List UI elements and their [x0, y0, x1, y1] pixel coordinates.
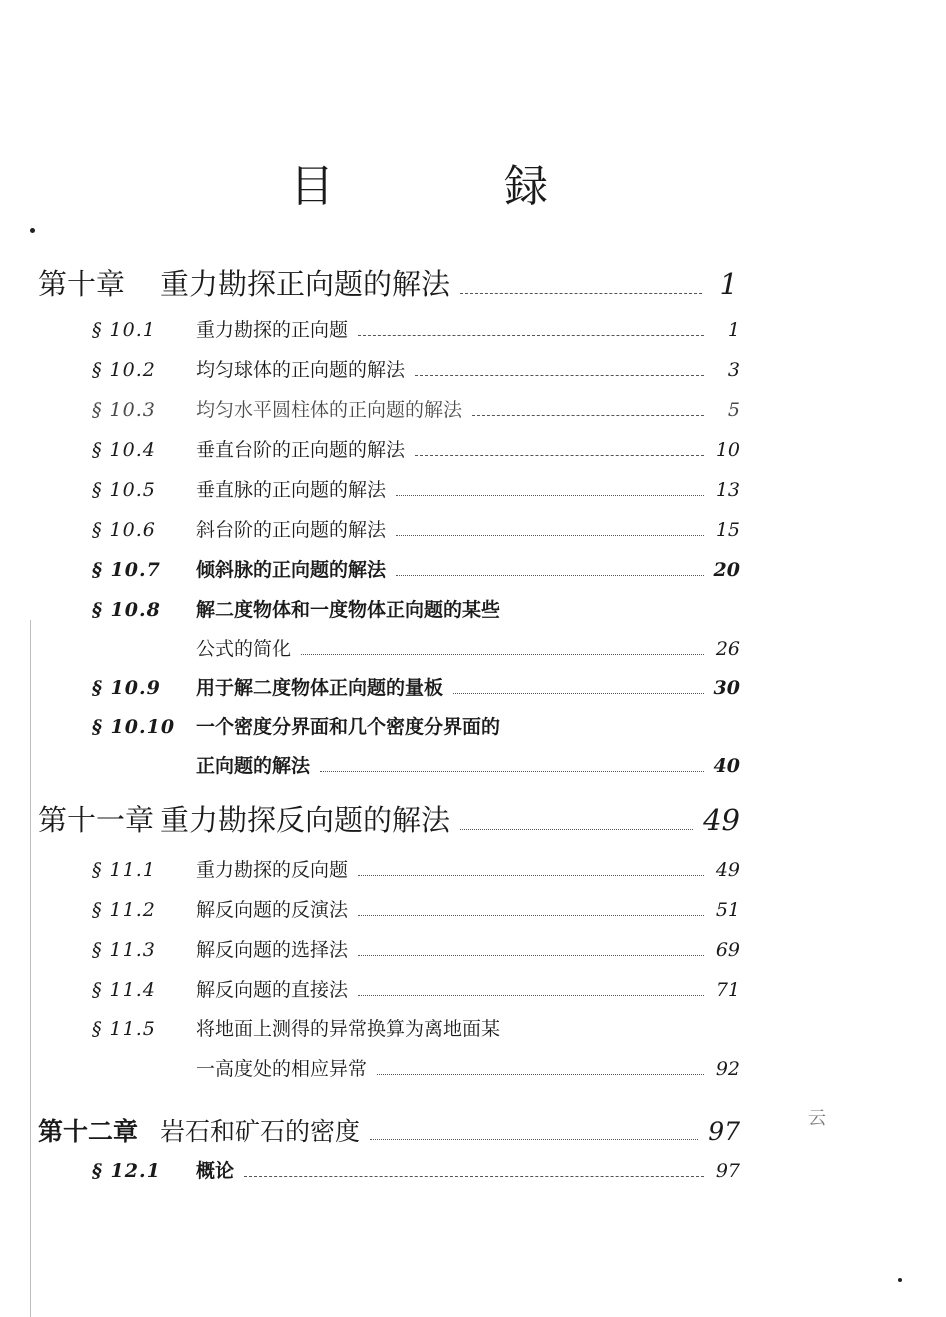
- section-title: 均匀球体的正向题的解法: [196, 359, 406, 381]
- chapter-title: 岩石和矿石的密度: [160, 1117, 361, 1146]
- section-title: 用于解二度物体正向题的量板: [196, 677, 444, 699]
- leader-dots: [460, 829, 693, 830]
- section-number: § 10.5: [92, 479, 156, 501]
- page-number: 1: [719, 267, 738, 301]
- leader-dots: [358, 875, 704, 876]
- section-number: § 10.1: [92, 319, 156, 341]
- section-number: § 10.6: [92, 519, 156, 541]
- toc-section-10-4[interactable]: [92, 435, 740, 467]
- section-number: § 11.3: [92, 939, 156, 961]
- page-number: 15: [715, 519, 740, 541]
- toc-chapter-12[interactable]: [38, 1112, 740, 1154]
- section-title: 均匀水平圆柱体的正向题的解法: [196, 399, 463, 421]
- margin-note: 云: [808, 1108, 826, 1129]
- chapter-title: 重力勘探反向题的解法: [160, 803, 451, 837]
- toc-section-10-5[interactable]: [92, 475, 740, 507]
- section-number: § 10.7: [92, 559, 161, 581]
- page-number: 51: [715, 899, 740, 921]
- toc-section-10-10[interactable]: [92, 712, 740, 744]
- leader-dots: [370, 1139, 698, 1140]
- page-number: 49: [715, 859, 740, 881]
- leader-dots: [453, 693, 704, 694]
- section-title: 解反向题的选择法: [196, 939, 349, 961]
- section-number: § 10.4: [92, 439, 156, 461]
- page-number: 20: [713, 559, 740, 581]
- section-number: § 10.8: [92, 599, 161, 621]
- page-number: 30: [713, 677, 740, 699]
- toc-section-10-6[interactable]: [92, 515, 740, 547]
- section-number: § 11.5: [92, 1018, 156, 1040]
- section-number: § 11.4: [92, 979, 156, 1001]
- toc-section-10-1[interactable]: [92, 315, 740, 347]
- page-number: 97: [715, 1160, 740, 1182]
- page-number: 49: [703, 803, 740, 837]
- section-title-continued: 正向题的解法: [196, 755, 311, 777]
- toc-section-10-2[interactable]: [92, 355, 740, 387]
- page-number: 5: [727, 399, 740, 421]
- leader-dots: [358, 915, 704, 916]
- section-title: 解反向题的直接法: [196, 979, 349, 1001]
- title-char-1: 目: [290, 161, 336, 212]
- section-title: 解二度物体和一度物体正向题的某些: [196, 599, 501, 621]
- toc-section-10-3[interactable]: [92, 395, 740, 427]
- leader-dots: [358, 335, 704, 336]
- chapter-number: 第十一章: [38, 803, 155, 837]
- section-title: 重力勘探的正向题: [196, 319, 349, 341]
- page-number: 97: [708, 1117, 740, 1146]
- section-number: § 10.9: [92, 677, 161, 699]
- toc-section-11-3[interactable]: [92, 935, 740, 967]
- chapter-title: 重力勘探正向题的解法: [160, 267, 451, 301]
- page-number: 3: [727, 359, 740, 381]
- toc-section-12-1[interactable]: [92, 1156, 740, 1188]
- page-number: 40: [713, 755, 740, 777]
- page-number: 71: [715, 979, 740, 1001]
- section-number: § 10.2: [92, 359, 156, 381]
- toc-chapter-10[interactable]: [38, 262, 738, 304]
- toc-section-10-8[interactable]: [92, 595, 740, 627]
- section-number: § 11.2: [92, 899, 156, 921]
- section-number: § 12.1: [92, 1160, 161, 1182]
- section-number: § 10.3: [92, 399, 156, 421]
- toc-section-11-5-continued[interactable]: [196, 1054, 740, 1086]
- toc-section-10-10-continued[interactable]: [196, 751, 740, 783]
- toc-section-11-1[interactable]: [92, 855, 740, 887]
- leader-dots: [320, 771, 704, 772]
- section-title: 解反向题的反演法: [196, 899, 349, 921]
- leader-dots: [396, 535, 704, 536]
- leader-dots: [396, 495, 704, 496]
- toc-section-10-9[interactable]: [92, 673, 740, 705]
- leader-dots: [396, 575, 704, 576]
- section-title-continued: 一高度处的相应异常: [196, 1058, 368, 1080]
- section-title: 倾斜脉的正向题的解法: [196, 559, 387, 581]
- section-title: 垂直台阶的正向题的解法: [196, 439, 406, 461]
- leader-dots: [358, 995, 704, 996]
- toc-section-11-4[interactable]: [92, 975, 740, 1007]
- leader-dots: [415, 375, 704, 376]
- section-title: 重力勘探的反向题: [196, 859, 349, 881]
- leader-dots: [472, 415, 704, 416]
- chapter-number: 第十二章: [38, 1117, 139, 1146]
- toc-section-11-5[interactable]: [92, 1014, 740, 1046]
- section-number: § 11.1: [92, 859, 156, 881]
- page-number: 10: [715, 439, 740, 461]
- leader-dots: [244, 1176, 704, 1177]
- leader-dots: [460, 293, 702, 294]
- toc-section-10-8-continued[interactable]: [196, 634, 740, 666]
- section-title: 将地面上测得的异常换算为离地面某: [196, 1018, 501, 1040]
- title-char-2: 録: [504, 161, 550, 212]
- section-title: 一个密度分界面和几个密度分界面的: [196, 716, 501, 738]
- leader-dots: [415, 455, 704, 456]
- toc-chapter-11[interactable]: [38, 798, 740, 840]
- page-number: 26: [715, 638, 740, 660]
- toc-section-11-2[interactable]: [92, 895, 740, 927]
- section-title: 概论: [196, 1160, 235, 1182]
- chapter-number: 第十章: [38, 267, 126, 301]
- page-number: 13: [715, 479, 740, 501]
- leader-dots: [358, 955, 704, 956]
- section-title: 垂直脉的正向题的解法: [196, 479, 387, 501]
- section-title: 斜台阶的正向题的解法: [196, 519, 387, 541]
- leader-dots: [301, 654, 704, 655]
- section-number: § 10.10: [92, 716, 176, 738]
- page-number: 92: [715, 1058, 740, 1080]
- page-number: 69: [715, 939, 740, 961]
- section-title-continued: 公式的简化: [196, 638, 292, 660]
- leader-dots: [377, 1074, 704, 1075]
- toc-section-10-7[interactable]: [92, 555, 740, 587]
- page-number: 1: [727, 319, 740, 341]
